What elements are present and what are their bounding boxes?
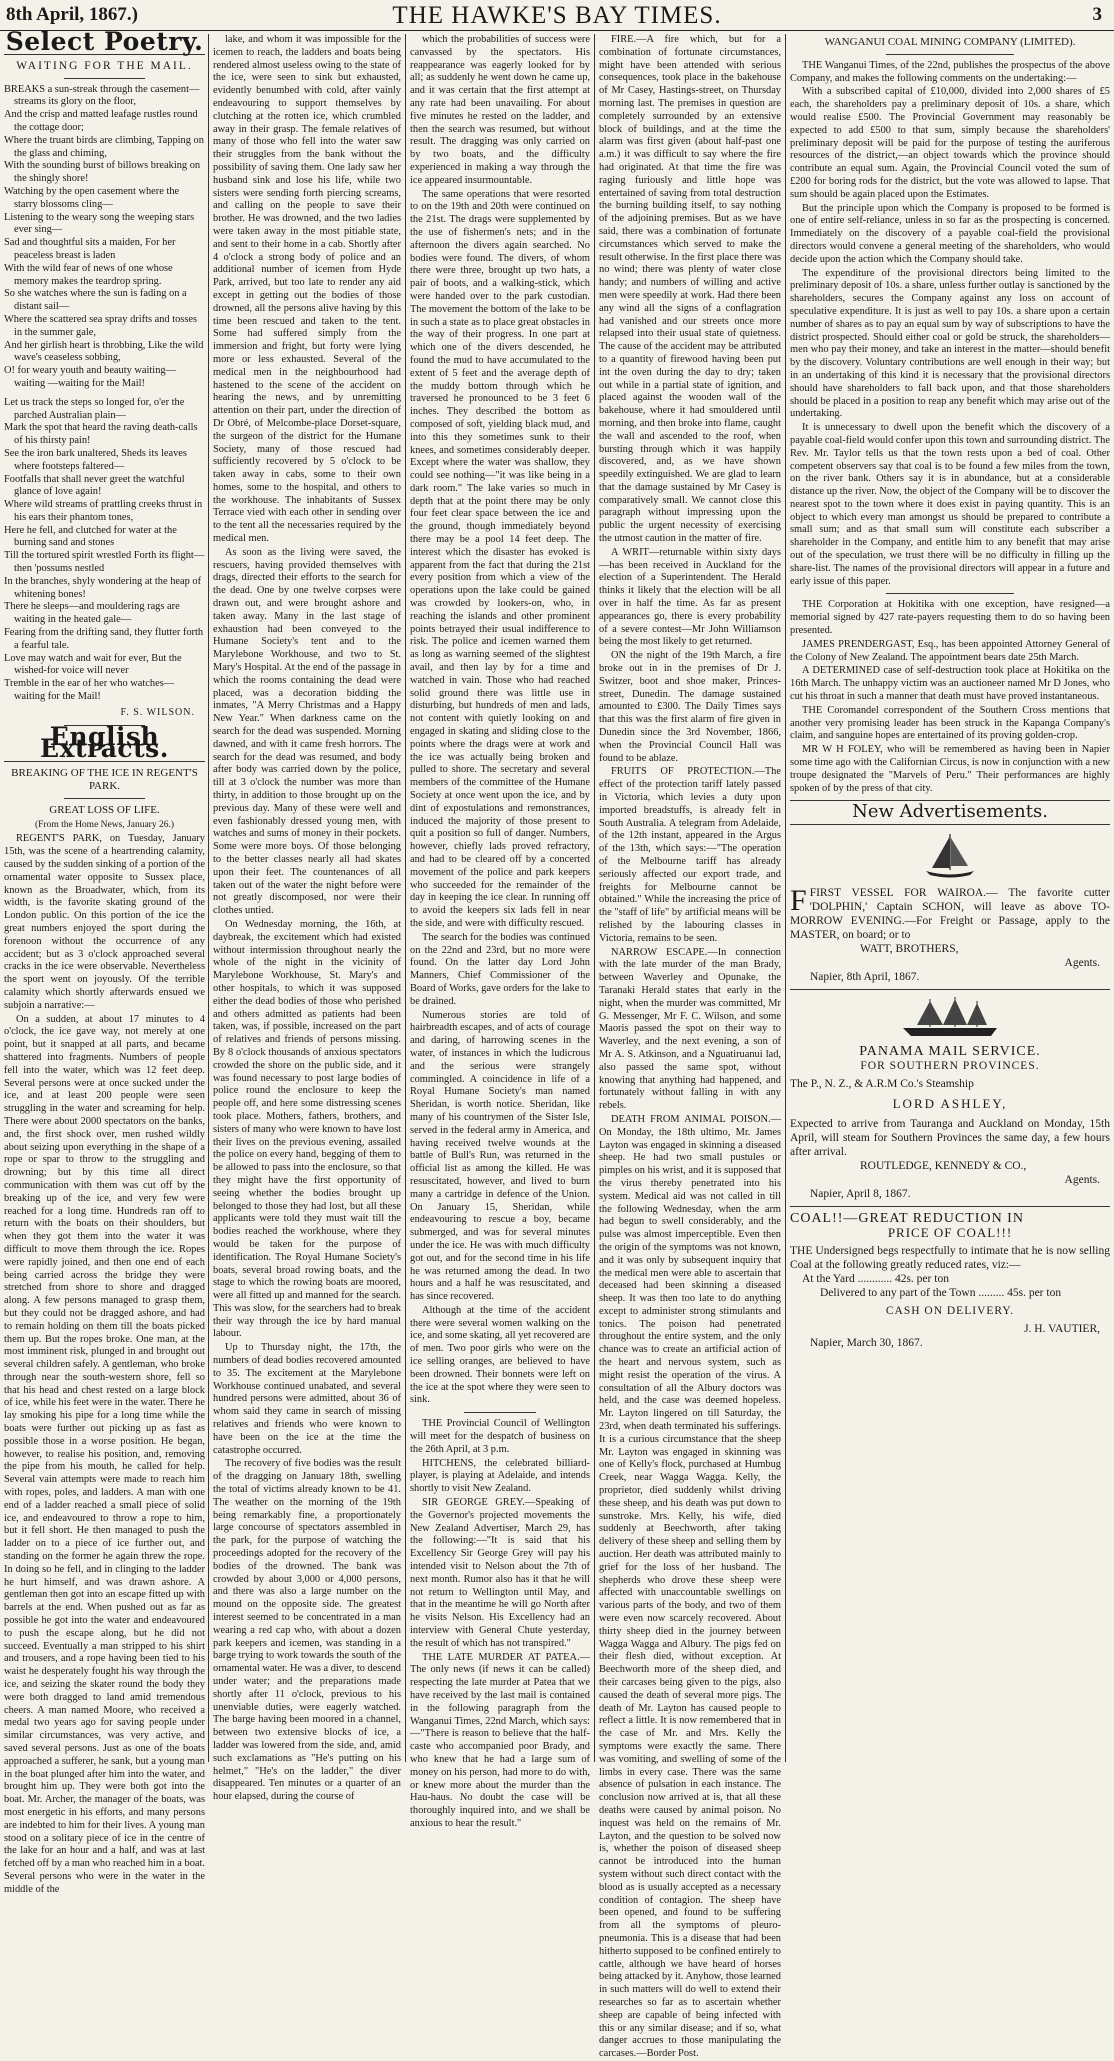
- article-paragraph: On Wednesday morning, the 16th, at daybreak, the excitement which had existed without intermission throughout nearly the whole of the night in the vicinity of Marylebone Workhouse, St. Mary's and other hospitals, to which it was supposed either the dead bodies of those who perished and others admitted as patients had been taken, was, if possible, increased on the part of relatives and friends of persons missing. By 8 o'clock thousands of anxious spectators crowded the shore on the public side, and it was found necessary to post large bodies of police round the enclosure to keep the people off, and here some distressing scenes took place. Mothers, fathers, brothers, and sisters of many who were known to have lost their lives on the previous evening, assailed the police on every hand, begging of them to be allowed to pass into the enclosure, so that they might have the first opportunity of seeing whether the bodies brought up belonged to those they had lost, but all these applicants were told they must wait till the bodies reached the workhouse, where they would be taken for the purpose of identification. The Royal Humane Society's boats, several broad rowing boats, and the stage to which the rowing boats are moored, were all fitted up and manned for the search. This was slow, for the searchers had to break their way through the ice by hard manual labour.: [213, 918, 401, 1340]
- coal-company-title: WANGANUI COAL MINING COMPANY (LIMITED).: [824, 36, 1076, 48]
- poem-line: Sad and thoughtful sits a maiden, For her peaceless breast is laden: [4, 237, 176, 261]
- article-subtitle: GREAT LOSS OF LIFE.: [49, 803, 160, 816]
- poem-author: F. S. WILSON.: [120, 706, 195, 718]
- ad-coal-firm: J. H. VAUTIER,: [1024, 1323, 1100, 1336]
- article-paragraph: As soon as the living were saved, the rescuers, having provided themselves with drags, directed their efforts to the search for the dead. One by one twelve corpses were drawn out, and were brought ashore and taken away. Many in the last stage of exhaustion had been conveyed to the Humane Society's tent and to the Marylebone Workhouse, and two to St. Mary's Hospital. At the end of the passage in which the rooms containing the dead were placed, was a decoration bidding the inmates, "A Merry Christmas and a Happy New Year." When darkness came on the search for the dead was suspended. Morning dawned, and with it came fresh horrors. The search for the dead was resumed, and body after body was carried down by the police, till at 3 o'clock the number was more than thirty, in addition to those brought up on the previous day. Many of these were well and even fashionably dressed young men, with watches and sums of money in their pockets. Some were more boys. Of those belonging to the better classes nearly all had skates upon their feet. The countenances of all taken out of the water the night before were not greatly discomposed, nor were their clothes untied.: [213, 546, 401, 917]
- news-brief: NARROW ESCAPE.—In connection with the late murder of the man Brady, between Waverley and Opunake, the Taranaki Herald states that early in the night, when the murder was committed, Mr G. Messenger, Mr F. C. Wilson, and some Maoris passed the spot on their way to Waverley, and the next evening, a son of Mr A. S. Atkinson, and a Nguatiruanui lad, also passed the same spot, without knowing that anything had happened, and fortunately without falling in with any rebels.: [599, 946, 781, 1112]
- poem-line: Mark the spot that heard the raving death-calls of his thirsty pain!: [4, 422, 198, 447]
- article-paragraph: REGENT'S PARK, on Tuesday, January 15th, was the scene of a heartrending calamity, caused by the sudden sinking of a portion of the ornamental water opposite to Sussex place, known as the Broadwater, which, from its width, is the favorite skating ground of the London public. On this portion of the ice the great numbers enjoyed the sport during the forenoon without the occurrence of any accident; but as 3 o'clock approached several cracks in the ice were observable. Nevertheless the sport went on joyously. Of the terrible calamity which shortly afterwards ensued we subjoin a narrative:—: [4, 833, 205, 1011]
- ad-wairoa-body: The favorite cutter 'DOLPHIN,' Captain SCHON, will leave as above TO-MORROW EVENING.—For Freight or Passage, apply to the MASTER, on board; or to: [790, 887, 1110, 942]
- poem-line: Footfalls that shall never greet the watchful glance of love again!: [4, 473, 185, 498]
- poem-line: Where wild streams of prattling creeks thrust in his ears their phantom tones,: [4, 499, 203, 523]
- ad-panama-head: PANAMA MAIL SERVICE.: [859, 1044, 1041, 1060]
- ad-wairoa-date: Napier, 8th April, 1867.: [810, 971, 920, 984]
- english-extracts-heading: English Extracts.: [40, 721, 169, 764]
- article-paragraph: Although at the time of the accident there were several women walking on the ice, and some skating, all yet recovered are of men. Two poor girls who were on the ice selling oranges, are believed to have been drowned. Their bonnets were left on the ice at the spot where they were seen to sink.: [410, 1304, 590, 1406]
- poem-line: There he sleeps—and mouldering rags are waiting in the heated gale—: [4, 601, 180, 626]
- article-paragraph: which the probabilities of success were canvassed by the spectators. His reappearance was eagerly looked for by all; as suddenly he went down he came up, and it was certain that the first attempt at any rate had been unavailing. For about five minutes he rested on the ladder, and then the search was resumed, but without result. The dragging was only carried on by two boats, and the difficulty experienced in making a way through the ice appeared insurmountable.: [410, 34, 590, 186]
- column-4: [599, 34, 781, 2060]
- dropcap-f: F: [790, 884, 807, 918]
- ad-coal-sub: PRICE OF COAL!!!: [887, 1225, 1013, 1241]
- column-1: [4, 27, 205, 1895]
- ad-panama-body: Expected to arrive from Tauranga and Auckland on Monday, 15th April, will steam for Southern Provinces the same day, a few hours after arrival.: [790, 1118, 1110, 1159]
- article-title: BREAKING OF THE ICE IN REGENT'S PARK.: [11, 767, 198, 793]
- poem-line: With the sounding burst of billows breaking on the shingly shore!: [4, 160, 201, 185]
- news-briefs-2: [599, 34, 781, 2061]
- poem-line: In the branches, shyly wondering at the heap of whitening bones!: [4, 575, 202, 600]
- news-brief: ON the night of the 19th March, a fire broke out in in the premises of Dr J. Switzer, boot and shoe maker, Princes-street, Dunedin. The damage sustained amounted to £300. The Daily Times says that this was the first alarm of fire given in Dunedin since the 3rd November, 1866, when the Provincial Council Hall was found to be ablaze.: [599, 650, 781, 764]
- news-brief: JAMES PRENDERGAST, Esq., has been appointed Attorney General of the Colony of New Zealand. The appointment bears date 25th March.: [790, 638, 1110, 663]
- poem-line: O! for weary youth and beauty waiting—waiting —waiting for the Mail!: [4, 365, 176, 389]
- news-brief: HITCHENS, the celebrated billiard-player, is playing at Adelaide, and intends shortly to visit New Zealand.: [410, 1457, 590, 1495]
- ad-coal-head: COAL!!—GREAT REDUCTION IN: [790, 1211, 1024, 1227]
- news-brief: DEATH FROM ANIMAL POISON.—On Monday, the 18th ultimo, Mr. James Layton was engaged in skinning a diseased sheep. He had two small pustules or pimples on his wrist, and it is supposed that the virus thereby penetrated into his system. Medical aid was not called in till the following Wednesday, when the arm had begun to swell considerably, and the pulse was almost imperceptible. Even then the origin of the symptoms was not known, and it was only by subsequent inquiry that the medical men were able to ascertain that deceased had been skinning a diseased sheep. It was then too late to do anything except to administer strong stimulants and tonics. The poison had penetrated throughout the entire system, and the only chance was to create an artificial action of the heart and nervous system, such as might resist the operation of the virus. A consultation of all the Albury doctors was held, and the case was deemed hopeless. Mr. Layton lingered on till Saturday, the 23rd, when death terminated his sufferings. It is a curious circumstance that the sheep Mr. Layton was engaged in skinning was one of Kelly's flock, purchased at Humbug Creek, near Wagga Wagga. Kelly, the proprietor, died suddenly whilst driving these sheep, and his death was put down to sunstroke. Mrs. Kelly, his wife, died suddenly at Beechworth, after taking delivery of these sheep and selling them by auction. Her death was attributed mainly to grief for the loss of her husband. The shepherds who drove these sheep were affected with unaccountable swellings on various parts of the body, and two of them were even now scarcely recovered. About thirty sheep died in the journey between Wagga Wagga and Albury. The pigs fed on their flesh died, without exception. At Beechworth more of the sheep died, and their carcases being given to the pigs, also caused the death of several more pigs. The death of Mr. Layton has caused people to reflect a little. It is now remembered that in the case of Mr. and Mrs. Kelly the symptoms were exactly the same. There was vomiting, and swelling of some of the limbs in every case. There was the same absence of pulsation in each instance. The conclusion now arrived at is, that all these deaths were caused by animal poison. No inquest was held on the remains of Mr. Layton, and the question to be solved now is, whether the poison of diseased sheep cannot be introduced into the human system without such direct contact with the blood as is usually accepted as a necessary condition of contagion. The sheep have been opened, and found to be suffering from all the symptoms of pleuro-pneumonia. This is a disease that had been hitherto supposed to be confined entirely to cattle, although we have heard of horses being attacked by it. Anyhow, those learned in such matters will do well to extend their researches so far as to ascertain whether sheep are capable of being infected with this or any similar disease; and if so, what danger accrues to those manipulating the carcases.—Border Post.: [599, 1113, 781, 2060]
- article-paragraph: With a subscribed capital of £10,000, divided into 2,000 shares of £5 each, the shareholders pay a preliminary deposit of 10s. a share, which would realise £500. The Provincial Government may reasonably be expected to add £500 to that sum, simply because the shareholders' preliminary deposit will be paid for the purpose of testing the auriferous resources of the district,—an object towards which the province should contribute an equal sum. Again, the Provincial Council voted the sum of £200 for boring rods for the district, but the vote was allowed to lapse. That sum should be again placed upon the Estimates.: [790, 86, 1110, 200]
- news-brief: MR W H FOLEY, who will be remembered as having been in Napier some time ago with the Californian Circus, is now in conjunction with a new troupe designated the "Marvels of Peru." Their performances are highly spoken of by the press of that city.: [790, 744, 1110, 794]
- article-source: (From the Home News, January 26.): [34, 819, 175, 830]
- poem-line: With the wild fear of news of one whose memory makes the teardrop spring.: [4, 262, 173, 287]
- poem-line: Let us track the steps so longed for, o'er the parched Australian plain—: [4, 396, 185, 421]
- news-brief: THE Provincial Council of Wellington will meet for the despatch of business on the 26th April, at 3 p.m.: [410, 1418, 590, 1455]
- ad-wairoa-firm: WATT, BROTHERS,: [860, 943, 959, 956]
- ad-panama: [790, 995, 1110, 1201]
- ad-wairoa-head: FIRST VESSEL FOR WAIROA.—: [809, 887, 998, 900]
- poem-line: Listening to the weary song the weeping stars ever sing—: [4, 211, 195, 236]
- coal-company-article: [790, 36, 1110, 588]
- poem-line: Here he fell, and clutched for water at the burning sand and stones: [4, 524, 177, 549]
- poem-line: Watching by the open casement where the starry blossoms cling—: [4, 185, 180, 210]
- ad-panama-date: Napier, April 8, 1867.: [810, 1188, 911, 1201]
- news-brief: THE Coromandel correspondent of the Southern Cross mentions that another very promising leader has been struck in the Kapanga Company's claim, and sanguine hopes are entertained of its proving golden-crop.: [790, 704, 1110, 742]
- ad-coal-rate-yard: At the Yard ............ 42s. per ton: [802, 1273, 949, 1286]
- ad-coal-body: THE Undersigned begs respectfully to intimate that he is now selling Coal at the following greatly reduced rates, viz:—: [790, 1245, 1110, 1272]
- newspaper-title: THE HAWKE'S BAY TIMES.: [392, 2, 722, 29]
- article-paragraph: On a sudden, at about 17 minutes to 4 o'clock, the ice gave way, not merely at one point, but it snapped at all parts, and became shattered into fragments. Numbers of people fell into the water, which was 12 feet deep. Several persons were at once sucked under the ice, and at least 200 people were seen struggling in the water and screaming for help. There were about 2000 spectators on the banks, and, the first shock over, men rushed wildly about seizing upon everything in the shape of a rope or spar to throw to the struggling and drowning; but by this time all direct communication with them was cut off by the breaking up of the ice, and very few were reached for a long time. Hundreds ran off to return with the boats on their shoulders, but when they got them into the water it was difficult to move them through the ice. Ropes were rapidly joined, and then one end of each being carried across the bridge they were stretched from shore to shore and dragged along. A few persons managed to grasp them, but they could not be dragged ashore, and had to remain holding on them till the boats picked them up. But the ropes broke. One man, at the most imminent risk, plunged in and brought out several children safely. A gentleman, who broke through near the south-western shore, fell so that his head and chest rested on a large block of ice, while his feet were in the water. There he lay smoking his pipe for a long time while the boats were further out picking up as fast as possible those in a worse position. He began, however, to realise his position, and, removing the pipe from his mouth, he called for help. Several vain attempts were made to reach him with ropes, poles, and ladders. A man with one end of a ladder reached a small piece of solid ice, and endeavoured to throw a rope to him, but it fell short. He then managed to push the ladder on to a piece of ice further out, and standing on the former he again threw the rope. In doing so he fell, and in clinging to the ladder he hurt himself, and was drawn ashore. A gentleman then got into an escape fitted up with barrels at the end. When pushed out as far as possible he got into the water and endeavoured to push the escape along, but he did not succeed. Eventually a man stripped to his shirt and trousers, and a rope having been tied to his waist he desperately fought his way through the ice, and seizing the skater round the body they were both dragged to land amid tremendous cheers. A man named Moore, who received a medal two years ago for saving people under similar circumstances, was very active, and saved several persons. Just as one of the boats approached a sufferer, he sank, but a young man in the boat plunged after him into the water, and brought him up. They were both got into the boat. Mr. Archer, the manager of the boats, was most energetic in his efforts, and many persons are indebted to him for their lives. A young man stood on a solitary piece of ice in the centre of the lake for an hour and a half, and was at last fetched off by a man who reached him in a boat. Several persons who were in the water in the middle of the: [4, 1013, 205, 1895]
- new-advertisements-heading: New Advertisements.: [852, 801, 1048, 823]
- ad-coal: [790, 1212, 1110, 1350]
- page-number: 3: [1092, 4, 1102, 25]
- ad-panama-line: The P., N. Z., & A.R.M Co.'s Steamship: [790, 1078, 974, 1091]
- poem-line: Where the truant birds are climbing, Tapping on the glass and chiming,: [4, 134, 204, 159]
- column-3: [410, 34, 590, 1829]
- article-paragraph: Numerous stories are told of hairbreadth escapes, and of acts of courage and daring, of harrowing scenes in the water, of instances in which the ludicrous and the serious were strangely commingled. A coincidence in life of a Royal Humane Society's man named Sheridan, is worth notice. Sheridan, like many of his countrymen of the Sister Isle, served in the federal army in America, and having received twelve wounds at the battle of Bull's Run, was returned in the official list as among the killed. He was resuscitated, however, and lived to burn many a cartridge in defence of the Union. On January 15, Sheridan, while endeavouring to rescue a boy, became submerged, and was for several minutes under the ice. He was with much difficulty got out, and for the second time in his life he was returned among the dead. In two hours and a half he was resuscitated, and has since recovered.: [410, 1009, 590, 1303]
- article-body-2: [213, 34, 401, 1804]
- article-paragraph: The search for the bodies was continued on the 22nd and 23rd, but no more were found. On the latter day Lord John Manners, Chief Commissioner of the Board of Works, gave orders for the lake to be drained.: [410, 931, 590, 1007]
- article-paragraph: THE Wanganui Times, of the 22nd, publishes the prospectus of the above Company, and makes the following comments on the undertaking:—: [790, 59, 1110, 84]
- poem-line: And her girlish heart is throbbing, Like the wild wave's ceaseless sobbing,: [4, 339, 204, 364]
- news-brief: A DETERMINED case of self-destruction took place at Hokitika on the 16th March. The unhappy victim was an auctioneer named Mr D Jones, who cut his throat in such a manner that death must have proved instantaneous.: [790, 665, 1110, 703]
- ad-coal-date: Napier, March 30, 1867.: [810, 1337, 923, 1350]
- poem-title: WAITING FOR THE MAIL.: [16, 59, 193, 72]
- ad-panama-role: Agents.: [1064, 1174, 1100, 1187]
- column-2: [213, 34, 401, 1803]
- article-paragraph: lake, and whom it was impossible for the icemen to reach, the ladders and boats being rendered almost useless owing to the state of the ice, were seen to sink but exhausted, evidently benumbed with cold, after vainly endeavouring to support themselves by clutching at the rotten ice, which crumbled away in their grasp. The female relatives of many of those who fell into the water saw their struggles from the bank without the possibility of saving them. One lady saw her husband sink and lose his life, while two sisters were sending forth piercing screams, and calling on the people to save their brother. He was drowned, and the two ladies were taken away in the most pitiable state, and sent to their home in a cab. Shortly after 4 o'clock a strong body of police and an additional number of icemen from Hyde Park, arrived, but too late to render any aid except in getting out the bodies of those drowned, all the persons alive having by this time been rescued and taken to the tent. Some had suffered simply from the immersion and fright, but forty were lying more or less exhausted. Several of the medical men in the neighbourhood had hastened to the scene of the accident on hearing the news, and by unremitting attention on their part, under the direction of Dr Obré, of Melcombe-place Dorset-square, the surgeon of the district for the Humane Society, many of those rescued had sufficiently recovered by 5 o'clock to be taken away in cabs, some to their own homes, some to the hospital, and others to the workhouse. The inhabitants of Sussex Terrace vied with each other in sending over to the tent all the necessaries required by the medical men.: [213, 34, 401, 545]
- news-brief: FIRE.—A fire which, but for a combination of fortunate circumstances, might have been attended with serious consequences, took place in the bakehouse of Mr Casey, Hastings-street, on Thursday morning last. The premises in question are completely surrounded by an extensive block of buildings, and at the time the alarm was first given (about half-past one a.m.) it was difficult to say where the fire had originated. At that time the fire was raging furiously and little hope was entertained of saving from total destruction the burning building itself, to say nothing of the adjoining premises. But as we have said, there was a combination of fortunate circumstances which served to make the result otherwise. In the first place there was no wind; there was plenty of water close handy; and numbers of willing and active men were speedily at work. Had there been any wind all the signs of a conflagration had vanished and our streets once more relapsed into their usual state of quietness. The cause of the accident may be attributed to a quantity of firewood having been put int the oven during the day to dry; taken out while in a partial state of ignition, and placed against the wooden wall of the bakehouse, where it had smouldered until morning, and then broke into flame, caught the wall and ascended to the roof, when bursting through which it was happily discovered, and, as we have shown speedily extinguished. We are glad to learn that the damage sustained by Mr Casey is comparatively small. We cannot close this paragraph without impressing upon the public the urgent necessity of exercising the utmost caution in the matter of fire.: [599, 34, 781, 545]
- poetry-heading: Select Poetry.: [5, 27, 204, 56]
- poem-line: So she watches where the sun is fading on a distant sail—: [4, 288, 187, 313]
- ad-coal-cash: CASH ON DELIVERY.: [885, 1305, 1015, 1318]
- steamship-icon: [895, 995, 1005, 1041]
- poem-line: Tremble in the ear of her who watches—waiting for the Mail!: [4, 678, 175, 703]
- poem-line: Love may watch and wait for ever, But the wished-for voice will never: [4, 652, 182, 677]
- article-paragraph: The recovery of five bodies was the result of the dragging on January 18th, swelling the total of victims already known to be 41. The weather on the morning of the 19th being remarkably fine, a proportionately large concourse of spectators assembled in the park, for the purpose of watching the proceedings adopted for the recovery of the bodies of the drowned. The bank was crowded by about 3,000 or 4,000 persons, and there was also a large number on the mound on the opposite side. The greatest interest seemed to be concentrated in a man wearing a red cap who, with about a dozen park keepers and icemen, was standing in a barge trying to work towards the south of the ornamental water. He was a diver, to descend under water; and the preparations made shortly after 11 o'clock, previous to his unenviable duties, were eagerly watched. The barge having been moored in a channel, between two extensive blocks of ice, a ladder was lowered from the side, and, amid such exclamations as "He's putting on his helmet," "He's on the ladder," the diver disappeared. Ten minutes or a quarter of an hour elapsed, during the course of: [213, 1458, 401, 1803]
- ad-wairoa-role: Agents.: [1064, 957, 1100, 970]
- article-paragraph: Up to Thursday night, the 17th, the numbers of dead bodies recovered amounted to 35. The excitement at the Marylebone Workhouse continued unabated, and several hundred persons were admitted, about 36 of whom said they came in search of missing relatives and friends who were known to have been on the ice at the time the catastrophe occurred.: [213, 1342, 401, 1456]
- ad-panama-sub: FOR SOUTHERN PROVINCES.: [860, 1060, 1040, 1073]
- news-brief: SIR GEORGE GREY.—Speaking of the Governor's projected movements the New Zealand Advertiser, March 29, has the following:—"It is said that his Excellency Sir George Grey will pay his intended visit to Nelson about the 7th of next month. Rumor also has it that he will not return to Wellington until May, and that in the meantime he will go North after he visits Nelson. His Excellency had an interview with General Chute yesterday, the result of which has not transpired.": [410, 1497, 590, 1649]
- news-brief: THE Corporation at Hokitika with one exception, have resigned—a memorial signed by 427 rate-payers requesting them to do so having been presented.: [790, 599, 1110, 637]
- poem-line: Where the scattered sea spray drifts and tosses in the summer gale,: [4, 313, 198, 338]
- poem-line: See the iron bark unaltered, Sheds its leaves where footsteps faltered—: [4, 447, 187, 472]
- news-brief: FRUITS OF PROTECTION.—The effect of the protection tariff lately passed in Victoria, which levies a duty upon imported breadstuffs, is already felt in South Australia. A telegram from Adelaide, of the 12th instant, appeared in the Argus of the 13th, which says:—"The operation of the Melbourne tariff has already seriously affected our export trade, and freights for Melbourne cannot be obtained." While the increasing the price of the "staff of life" by artificial means will be relished by the labouring classes in Victoria, remains to be seen.: [599, 766, 781, 944]
- poem-line: And the crisp and matted leafage rustles round the cottage door;: [4, 109, 198, 133]
- poem-body: [4, 84, 205, 704]
- article-paragraph: The same operations that were resorted to on the 19th and 20th were continued on the 21st. The drags were supplemented by the use of fishermen's nets; and in the afternoon the divers again searched. No bodies were found. The divers, of whom there were three, brought up two hats, a pair of boots, and a walking-stick, which were handed over to the park custodian. The movement the bottom of the lake to be in such a state as to place great obstacles in the way of their progress. In one part at which one of the divers descended, he found the mud to have accumulated to the extent of 5 feet and the average depth of the muddy bottom through which he traversed he pronounced to be 3 feet 6 inches. They described the bottom as composed of soft, yielding black mud, and into this they sometimes sunk to their knees, and sometimes considerably deeper. Except where the water was shallow, they could see nothing—"it was like being in a dark room." The lake varies so much in depth that at the point there may be only four feet clear space between the ice and the ground, though immediately beyond there may be a pool 14 feet deep. The interest which the disaster has evoked is apparent from the fact that during the 21st every position from which a view of the operations upon the lake could be gained was crowded by lookers-on, who, in reaching the islands and other prominent points betrayed their usual indifference to risk. The police and icemen warned them as long as warning seemed of the slightest avail, and then lay by for a time and watched in vain. Those who had reached solid ground there was little use in disturbing, but hundreds of men and lads, not content with quietly looking on and engaged in skating and sliding close to the points where the drags were at work and the ice was actually being broken and pulled to shore. The secretary and several members of the committee of the Humane Society at once went upon the ice, and by dint of expostulations and remonstrances, induced the majority of those present to quit a position so full of danger. Numbers, however, chiefly lads proved refractory, and had to be cleared off by a concerted movement of the police and park keepers who succeeded for the remainder of the day in keeping the ice clear. In running off to avoid the keepers six lads fell in near the side, and were with difficulty rescued.: [410, 188, 590, 929]
- ad-coal-rate-town: Delivered to any part of the Town ......... 45s. per ton: [820, 1287, 1062, 1300]
- article-paragraph: But the principle upon which the Company is proposed to be formed is one of entire self-reliance, unless in so far as the prospecting is concerned. Immediately on the discovery of a payable coal-field the provisional directors would convene a general meeting of the shareholders, who would decide upon the action which the Company should take.: [790, 202, 1110, 265]
- issue-date: 8th April, 1867.): [6, 4, 138, 25]
- poem-line: BREAKS a sun-streak through the casement— streams its glory on the floor,: [4, 83, 200, 108]
- news-briefs-1: [410, 1418, 590, 1831]
- article-paragraph: It is unnecessary to dwell upon the benefit which the discovery of a payable coal-field would confer upon this town and surrounding district. The Rev. Mr. Taylor tells us that the town rests upon a bed of coal. Other competent observers say that coal is to be found a few miles from the town, on the river bank. Others say it is in abundance, but at a considerable distance up the river. Now, the object of the Company will be to discover the nearest spot to the town where it does exist in paying quantity. This is an object to which every man amongst us should be prepared to contribute a small sum; and as that small sum will constitute each subscriber a shareholder in the Company, and entitle him to any benefit that may arise out of the speculation, we trust there will be no difficulty in filling up the share-list. The names of the provisional directors will appear in a future and early issue of this paper.: [790, 422, 1110, 587]
- column-5: [790, 34, 1110, 1762]
- news-brief: THE LATE MURDER AT PATEA.—The only news (if news it can be called) respecting the late murder at Patea that we have received by the last mail is contained in the following paragraph from the Wanganui Times, 22nd March, which says:—"There is reason to believe that the half-caste who accompanied poor Brady, and who knew that he had a large sum of money on his person, had more to do with, or knew more about the murder than the Hau-haus. No doubt the case will be thoroughly inquired into, and we shall be anxious to hear the result.": [410, 1651, 590, 1829]
- ad-panama-firm: ROUTLEDGE, KENNEDY & CO.,: [860, 1160, 1027, 1173]
- news-brief: A WRIT—returnable within sixty days—has been received in Auckland for the election of a Superintendent. The Herald thinks it likely that the election will be all over in half the time. As far as present appearances go, there is every probability of a severe contest—Mr John Williamson being the most likely to get returned.: [599, 546, 781, 648]
- ad-wairoa: [790, 830, 1110, 984]
- article-body-3: [410, 34, 590, 1407]
- ad-panama-ship: LORD ASHLEY,: [892, 1096, 1008, 1112]
- news-briefs-3: [790, 599, 1110, 795]
- article-body-1: [4, 833, 205, 1896]
- article-paragraph: The expenditure of the provisional directors being limited to the preliminary deposit of 10s. a share, unless further outlay is sanctioned by the shareholders, secures the Company against any loss on account of speculative expenditure. It is just as well to pay 10s. a share upon a certain number of shares as to pay an equal sum by way of subscriptions to have the district prospected. Should either coal or gold be struck, the shareholders—men who pay their money, and take an interest in the matter—should benefit by the discovery. Voluntary contributions are well enough in their way; but in an undertaking of this kind it is necessary that the provisional directors should have shareholders to fall back upon, and that those shareholders should be placed in a position to reap any benefit which may arise out of the undertaking.: [790, 267, 1110, 420]
- poem-line: Till the tortured spirit wrestled Forth its flight—then 'possums nestled: [4, 550, 205, 575]
- poem-line: Fearing from the drifting sand, they flutter forth a fearful tale.: [4, 627, 204, 651]
- sailboat-icon: [920, 830, 980, 882]
